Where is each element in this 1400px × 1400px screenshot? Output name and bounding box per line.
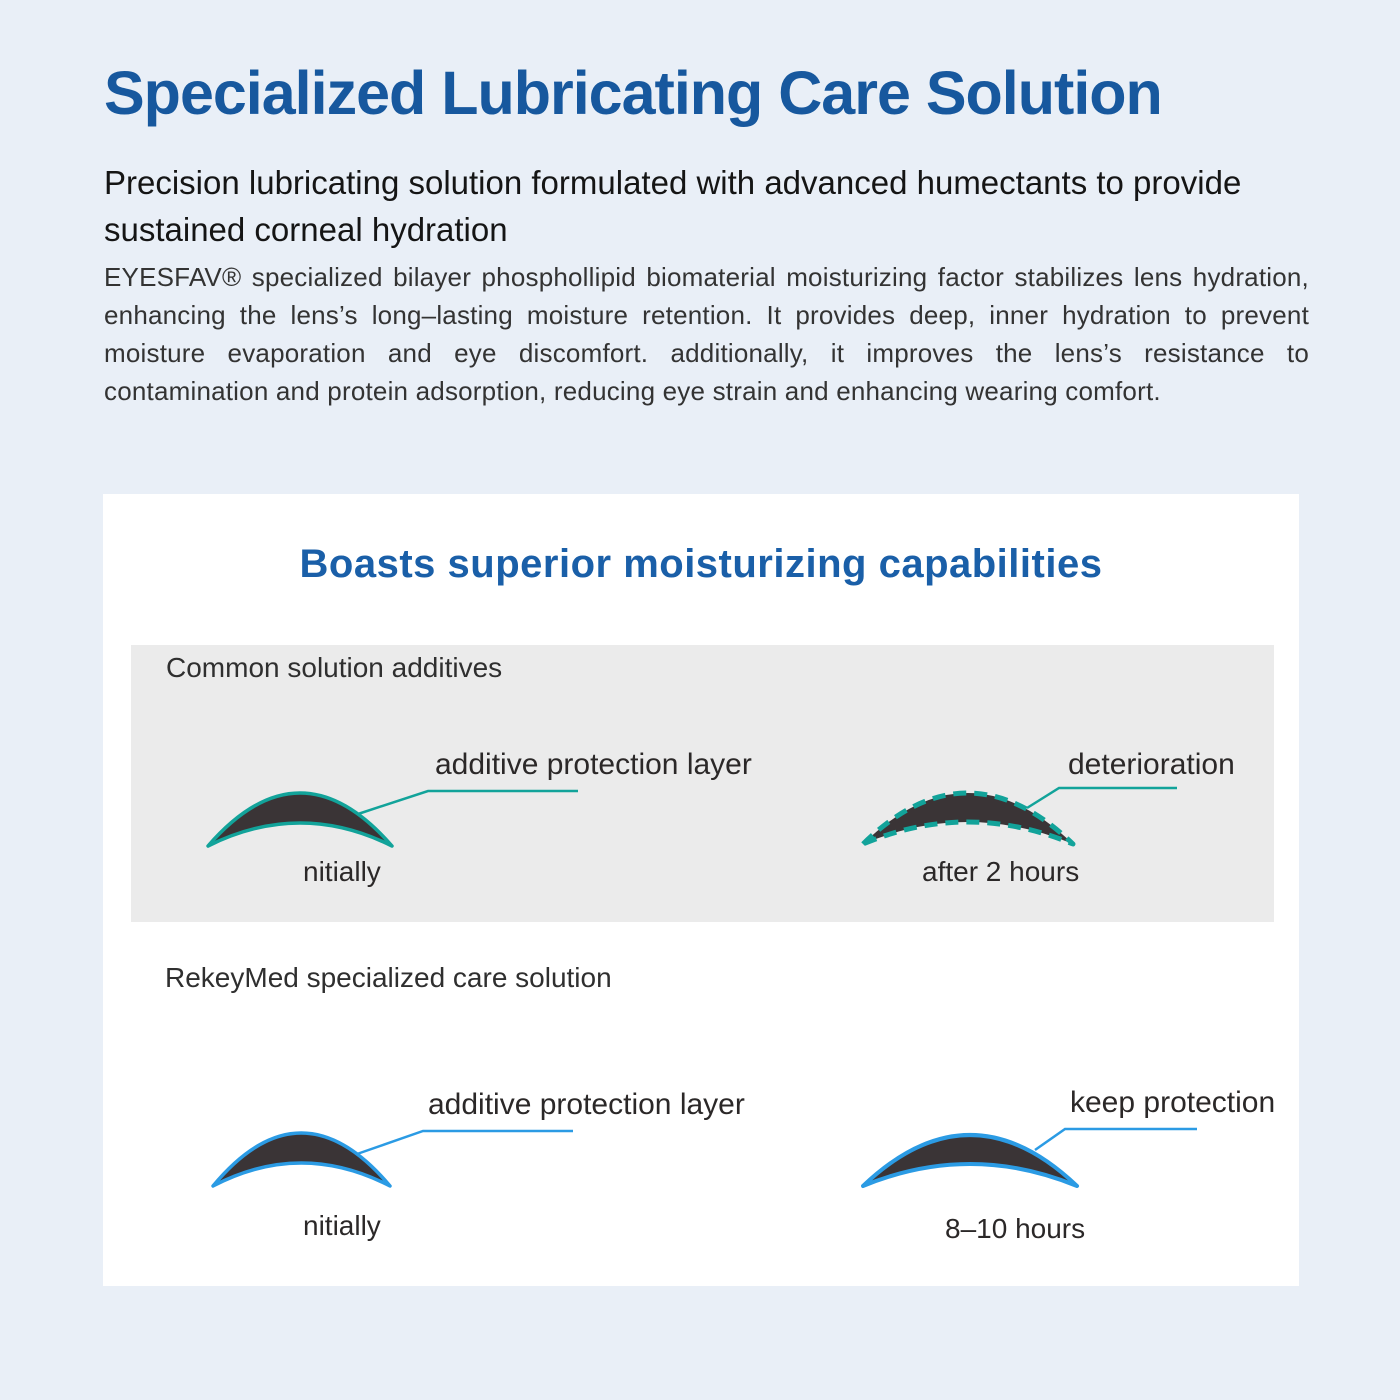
caption-common-after: after 2 hours [922, 856, 1080, 887]
card-title: Boasts superior moisturizing capabilities [299, 542, 1103, 586]
lens-diagram-rekeymed-after [855, 1118, 1205, 1203]
lens-shape-icon [213, 1133, 390, 1186]
callout-leader-line [1027, 788, 1177, 808]
intro-paragraph: EYESFAV® specialized bilayer phosphollipid biomaterial moisturizing factor stabilizes lens hydration, enhancing the lens’s long–lasting moisture retention. It provides deep, inner hydration to prevent moisture evaporation and eye discomfort. additionally, it improves the lens’s resistance to contamination and protein adsorption, reducing eye strain and enhancing wearing comfort. [104, 262, 1309, 406]
common-panel-label: Common solution additives [166, 652, 503, 683]
moisturizing-card [103, 494, 1299, 1286]
callout-rekeymed-after: keep protection [1070, 1086, 1276, 1119]
page-subtitle: Precision lubricating solution formulated with advanced humectants to provide sustained corneal hydration [104, 164, 1242, 248]
lens-shape-deteriorated-icon [863, 793, 1073, 844]
rekeymed-panel-label: RekeyMed specialized care solution [165, 962, 612, 993]
lens-diagram-common-after [855, 778, 1200, 863]
caption-common-initial: nitially [303, 856, 381, 887]
callout-leader-line [358, 791, 578, 814]
callout-leader-line [1035, 1129, 1197, 1150]
caption-rekeymed-after: 8–10 hours [945, 1213, 1086, 1244]
lens-shape-icon [208, 793, 392, 846]
page-title: Specialized Lubricating Care Solution [104, 59, 1162, 127]
lens-diagram-rekeymed-initial [205, 1120, 575, 1200]
caption-rekeymed-initial: nitially [303, 1210, 381, 1241]
callout-leader-line [357, 1131, 573, 1154]
callout-rekeymed-initial: additive protection layer [428, 1088, 745, 1121]
callout-common-after: deterioration [1068, 748, 1235, 781]
lens-diagram-common-initial [200, 780, 580, 860]
callout-common-initial: additive protection layer [435, 748, 752, 781]
